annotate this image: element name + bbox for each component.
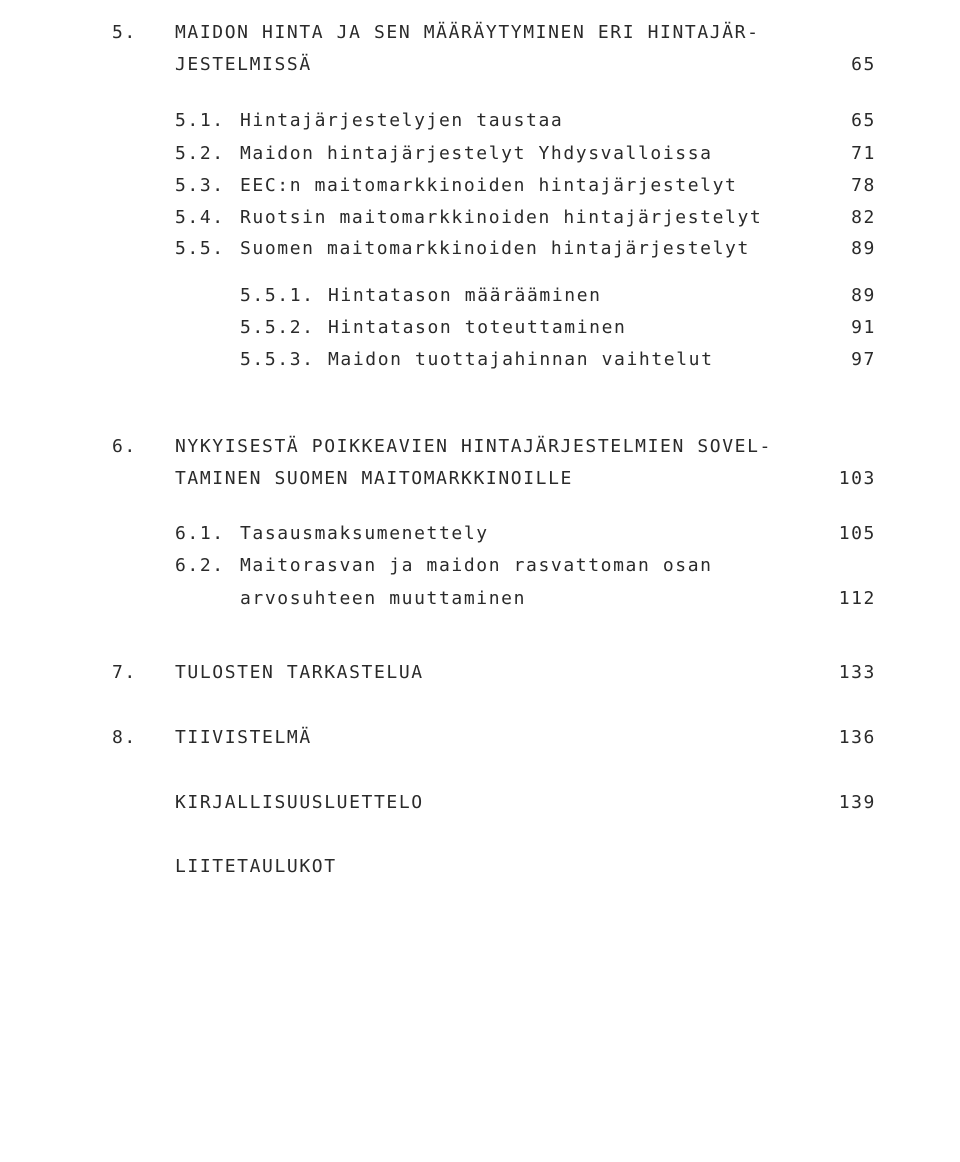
section-title-continued: JESTELMISSÄ <box>175 54 312 75</box>
page-number: 65 <box>851 110 876 131</box>
subsection-number: 6.1. <box>175 523 225 544</box>
subsection-title: Maidon hintajärjestelyt Yhdysvalloissa <box>240 143 713 164</box>
page-number: 65 <box>851 54 876 75</box>
subsubsection-number: 5.5.3. <box>240 349 315 370</box>
section-number: 8. <box>112 727 137 748</box>
appendix-title: LIITETAULUKOT <box>175 856 337 877</box>
subsection-title: Ruotsin maitomarkkinoiden hintajärjestelyt <box>240 207 763 228</box>
bibliography-title: KIRJALLISUUSLUETTELO <box>175 792 424 813</box>
subsection-title-continued: arvosuhteen muuttaminen <box>240 588 527 609</box>
subsubsection-title: Maidon tuottajahinnan vaihtelut <box>328 349 714 370</box>
subsection-title: Maitorasvan ja maidon rasvattoman osan <box>240 555 713 576</box>
section-title: MAIDON HINTA JA SEN MÄÄRÄYTYMINEN ERI HINTAJÄR- <box>175 22 760 43</box>
page-number: 97 <box>851 349 876 370</box>
page-number: 78 <box>851 175 876 196</box>
page-number: 89 <box>851 285 876 306</box>
subsubsection-number: 5.5.1. <box>240 285 315 306</box>
page-number: 82 <box>851 207 876 228</box>
subsection-title: Suomen maitomarkkinoiden hintajärjestelyt <box>240 238 750 259</box>
subsection-number: 5.2. <box>175 143 225 164</box>
page-number: 112 <box>838 588 876 609</box>
page-number: 136 <box>838 727 876 748</box>
section-title-continued: TAMINEN SUOMEN MAITOMARKKINOILLE <box>175 468 573 489</box>
section-number: 7. <box>112 662 137 683</box>
page-number: 103 <box>838 468 876 489</box>
section-title: TULOSTEN TARKASTELUA <box>175 662 424 683</box>
section-title: TIIVISTELMÄ <box>175 727 312 748</box>
subsection-title: EEC:n maitomarkkinoiden hintajärjestelyt <box>240 175 738 196</box>
section-number: 6. <box>112 436 137 457</box>
subsubsection-title: Hintatason määrääminen <box>328 285 602 306</box>
page-number: 71 <box>851 143 876 164</box>
subsection-number: 5.3. <box>175 175 225 196</box>
page-number: 91 <box>851 317 876 338</box>
page-number: 105 <box>838 523 876 544</box>
subsubsection-number: 5.5.2. <box>240 317 315 338</box>
page-number: 133 <box>838 662 876 683</box>
subsection-title: Tasausmaksumenettely <box>240 523 489 544</box>
subsubsection-title: Hintatason toteuttaminen <box>328 317 627 338</box>
subsection-title: Hintajärjestelyjen taustaa <box>240 110 564 131</box>
subsection-number: 5.1. <box>175 110 225 131</box>
page-number: 139 <box>838 792 876 813</box>
subsection-number: 5.5. <box>175 238 225 259</box>
section-title: NYKYISESTÄ POIKKEAVIEN HINTAJÄRJESTELMIEN SOVEL- <box>175 436 772 457</box>
section-number: 5. <box>112 22 137 43</box>
subsection-number: 5.4. <box>175 207 225 228</box>
subsection-number: 6.2. <box>175 555 225 576</box>
page-number: 89 <box>851 238 876 259</box>
